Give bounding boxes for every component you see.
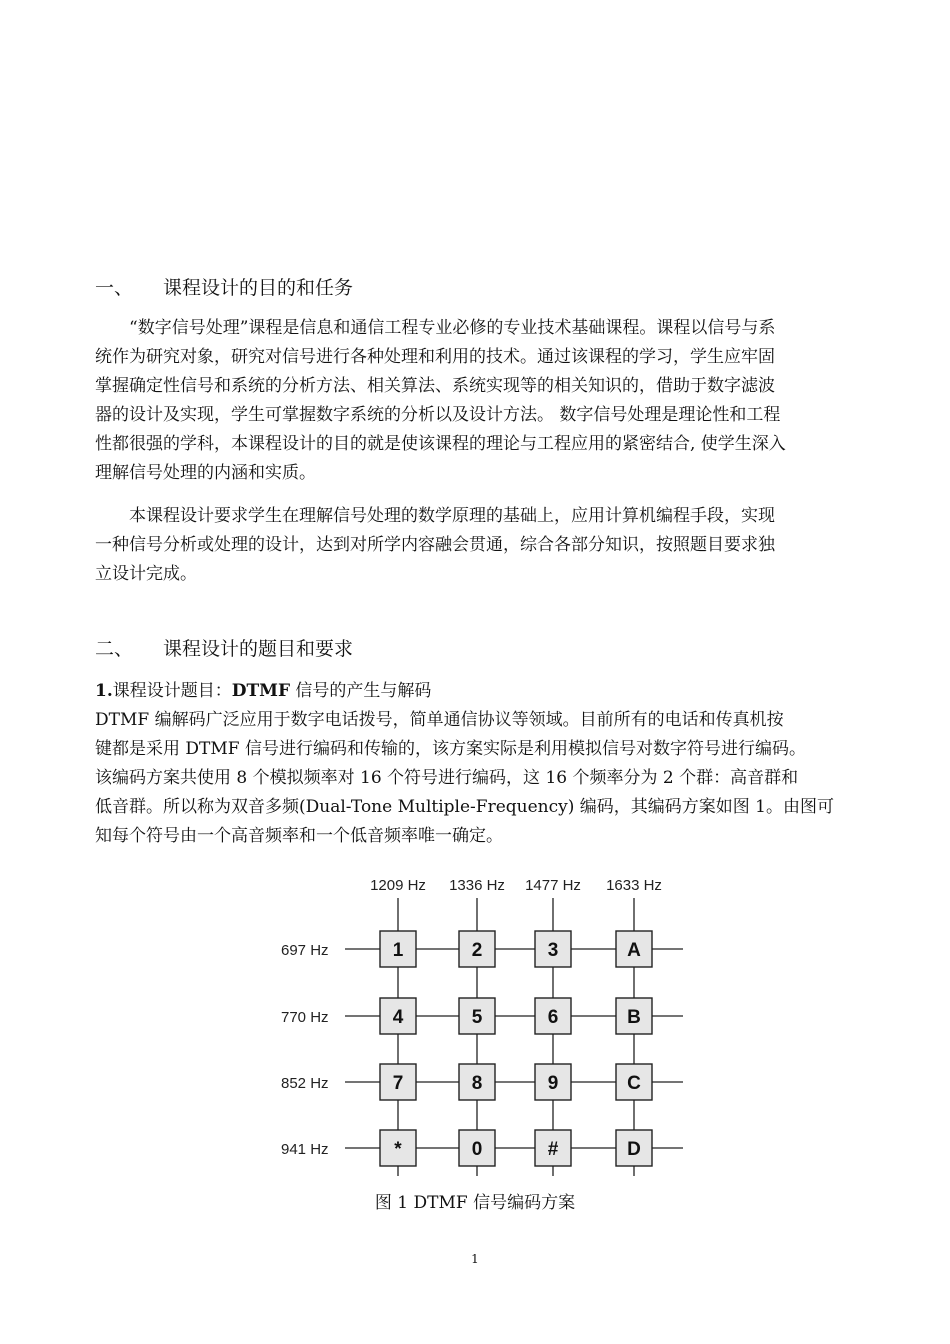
key-label: 0 <box>471 1139 483 1160</box>
text-line: 一种信号分析或处理的设计，达到对所学内容融会贯通，综合各部分知识，按照题目要求独 <box>95 535 775 555</box>
text-line: 理解信号处理的内涵和实质。 <box>95 463 316 483</box>
section1-paragraph2 <box>95 502 865 589</box>
section1-title: 课程设计的目的和任务 <box>163 277 354 299</box>
low-freq-label: 852 Hz <box>281 1075 329 1092</box>
section1-paragraph1 <box>95 314 865 488</box>
dtmf-keypad-figure <box>277 870 683 1176</box>
subtitle-text: 课程设计题目： <box>112 681 232 701</box>
text-line: 性都很强的学科，本课程设计的目的就是使该课程的理论与工程应用的紧密结合, 使学生深入 <box>95 434 786 454</box>
dtmf-keypad-diagram <box>277 870 683 1176</box>
key-label: 9 <box>547 1073 559 1094</box>
key-label: 7 <box>392 1073 404 1094</box>
section2-title: 课程设计的题目和要求 <box>163 638 354 660</box>
text-line: “数字信号处理”课程是信息和通信工程专业必修的专业技术基础课程。课程以信号与系 <box>129 318 776 338</box>
key-label: 8 <box>471 1073 483 1094</box>
text-line: DTMF 编解码广泛应用于数字电话拨号，简单通信协议等领域。目前所有的电话和传真机按 <box>95 710 784 730</box>
text-line: 立设计完成。 <box>95 564 197 584</box>
text-line: 本课程设计要求学生在理解信号处理的数学原理的基础上，应用计算机编程手段，实现 <box>129 506 775 526</box>
low-freq-label: 770 Hz <box>281 1009 329 1026</box>
low-freq-label: 941 Hz <box>281 1141 329 1158</box>
high-freq-label: 1209 Hz <box>370 877 426 894</box>
key-label: * <box>394 1139 402 1160</box>
text-line: 掌握确定性信号和系统的分析方法、相关算法、系统实现等的相关知识的，借助于数字滤波 <box>95 376 775 396</box>
key-label: # <box>547 1139 559 1160</box>
text-line: 低音群。所以称为双音多频(Dual-Tone Multiple-Frequency) 编码，其编码方案如图 1。由图可 <box>95 797 834 817</box>
section1-number: 一、 <box>95 277 134 299</box>
key-label: 2 <box>471 940 483 961</box>
key-label: 5 <box>471 1007 483 1028</box>
key-label: D <box>627 1139 641 1160</box>
text-line: 器的设计及实现，学生可掌握数字系统的分析以及设计方法。 数字信号处理是理论性和工程 <box>95 405 781 425</box>
key-label: 6 <box>547 1007 559 1028</box>
high-freq-label: 1633 Hz <box>606 877 662 894</box>
section1-heading <box>95 273 353 300</box>
key-label: C <box>627 1073 641 1094</box>
key-label: 4 <box>392 1007 404 1028</box>
topic-subtitle <box>95 677 431 706</box>
high-freq-label: 1477 Hz <box>525 877 581 894</box>
text-line: 知每个符号由一个高音频率和一个低音频率唯一确定。 <box>95 826 503 846</box>
key-label: 3 <box>547 940 559 961</box>
key-label: 1 <box>392 940 404 961</box>
page-number: 1 <box>471 1252 479 1266</box>
subtitle-rest: 信号的产生与解码 <box>290 681 432 701</box>
high-freq-label: 1336 Hz <box>449 877 505 894</box>
key-label: A <box>627 940 641 961</box>
subtitle-bold: DTMF <box>231 681 291 701</box>
figure-caption: 图 1 DTMF 信号编码方案 <box>374 1193 576 1213</box>
section2-paragraph <box>95 706 865 851</box>
low-freq-label: 697 Hz <box>281 942 329 959</box>
section2-heading <box>95 634 353 661</box>
text-line: 统作为研究对象，研究对信号进行各种处理和利用的技术。通过该课程的学习，学生应牢固 <box>95 347 775 367</box>
subtitle-number: 1. <box>95 681 113 701</box>
text-line: 键都是采用 DTMF 信号进行编码和传输的，该方案实际是利用模拟信号对数字符号进行编码。 <box>95 739 806 759</box>
text-line: 该编码方案共使用 8 个模拟频率对 16 个符号进行编码，这 16 个频率分为 2 个群：高音群和 <box>95 768 799 788</box>
section2-number: 二、 <box>95 638 134 660</box>
key-label: B <box>627 1007 641 1028</box>
